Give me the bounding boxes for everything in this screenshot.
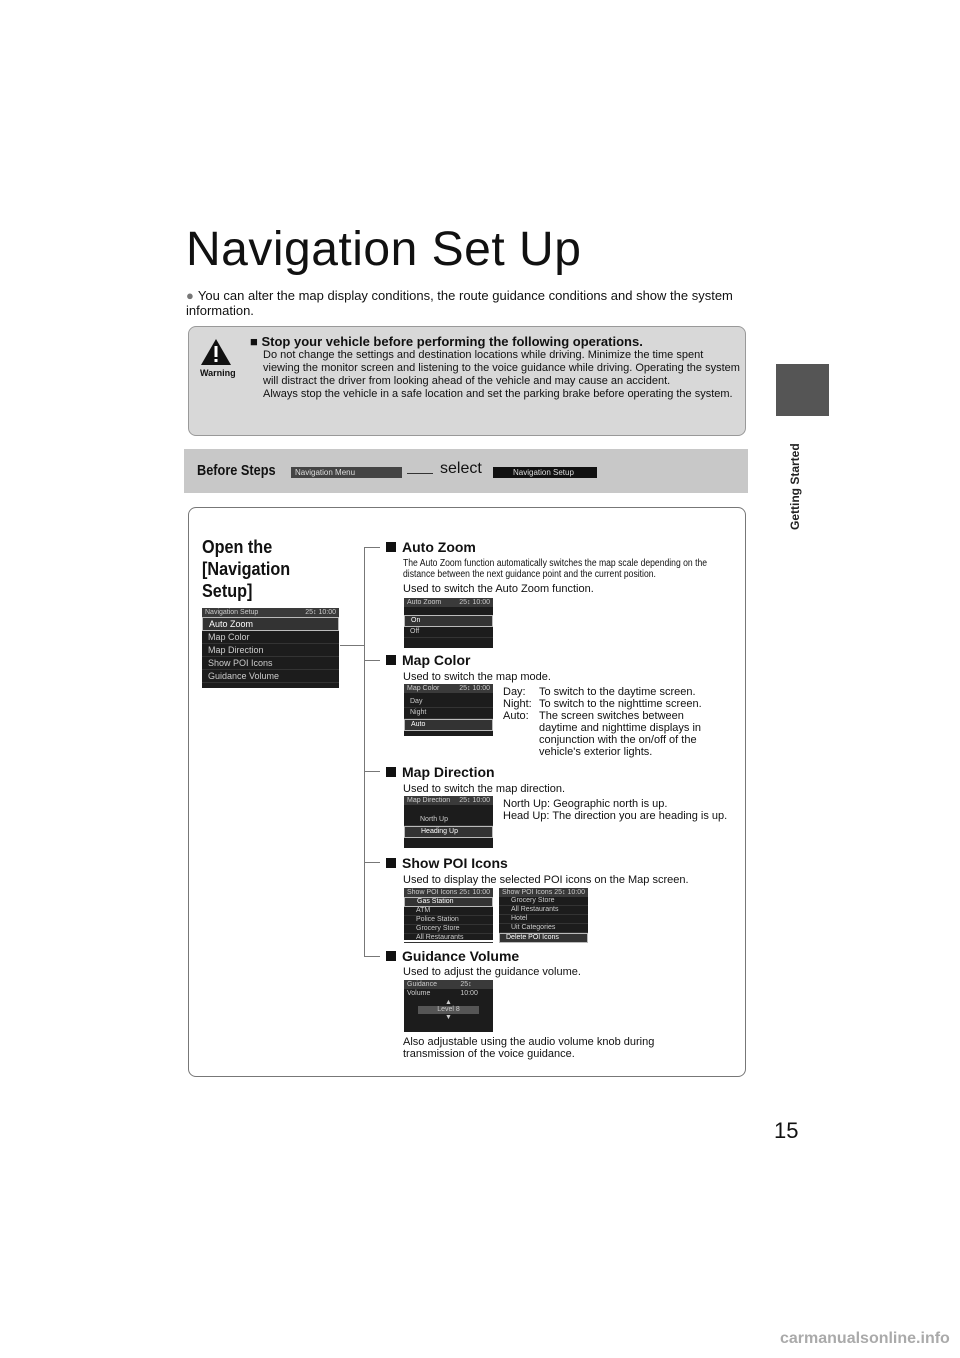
auto-zoom-desc: Used to switch the Auto Zoom function. <box>403 583 594 595</box>
screen-title: Auto Zoom <box>407 599 442 606</box>
guidance-note: Also adjustable using the audio volume knob during transmission of the voice guidance. <box>403 1036 655 1060</box>
screen-time: 25↕ 10:00 <box>459 599 490 606</box>
map-color-heading <box>386 652 470 668</box>
open-title: Open the [Navigation Setup] <box>202 537 291 601</box>
map-direction-screen <box>404 796 493 848</box>
intro-text <box>186 288 746 318</box>
screen-title: Show POI Icons <box>407 889 458 896</box>
option-night[interactable]: Night <box>404 708 493 719</box>
screen-title: Show POI Icons <box>502 889 553 896</box>
guidance-heading <box>386 948 519 964</box>
connector <box>364 956 380 957</box>
screen-time: 25↕ 10:00 <box>459 889 490 896</box>
connector <box>364 660 380 661</box>
legend-value: The screen switches between daytime and nighttime displays in conjunction with the on/off of the vehicle's exterior lights. <box>539 710 702 758</box>
map-color-desc: Used to switch the map mode. <box>403 671 551 683</box>
connector <box>364 862 380 863</box>
option-day[interactable]: Day <box>404 697 493 708</box>
poi-item[interactable]: Grocery Store <box>499 897 588 906</box>
intro-body: You can alter the map display conditions, the route guidance conditions and show the system information. <box>186 288 733 318</box>
screen-titlebar <box>404 888 493 897</box>
arrow-icon <box>407 473 433 474</box>
screen-titlebar <box>202 608 339 617</box>
legend-row <box>503 698 743 710</box>
map-direction-heading <box>386 764 495 780</box>
menu-item-show-poi[interactable]: Show POI Icons <box>202 657 339 670</box>
option-north-up[interactable]: North Up <box>404 815 493 826</box>
screen-time: 25↕ 10:00 <box>554 889 585 896</box>
map-color-screen <box>404 684 493 736</box>
screen-time: 25↕ 10:00 <box>460 981 478 997</box>
map-color-legend <box>503 686 743 758</box>
poi-heading-text: Show POI Icons <box>402 855 508 871</box>
map-direction-heading-text: Map Direction <box>402 764 495 780</box>
option-auto[interactable]: Auto <box>404 719 493 731</box>
poi-item[interactable]: Police Station <box>404 916 493 925</box>
navigation-menu-button[interactable]: Navigation Menu <box>291 467 402 478</box>
poi-item[interactable]: Gas Station <box>404 897 493 907</box>
warning-paragraph-1: Do not change the settings and destination locations while driving. Minimize the time spent viewing the monitor screen and listening to the voice guidance while driving. Operating the system will distract the driver from looking ahead of the vehicle and may cause an accident. <box>263 349 740 387</box>
screen-titlebar <box>499 888 588 897</box>
poi-item[interactable]: Grocery Store <box>404 925 493 934</box>
section-tab-label: Getting Started <box>788 443 802 530</box>
warning-heading: ■ Stop your vehicle before performing the following operations. <box>250 334 643 349</box>
guidance-screen <box>404 980 493 1032</box>
square-icon <box>386 542 396 552</box>
auto-zoom-heading-text: Auto Zoom <box>402 539 476 555</box>
legend-row <box>503 686 743 698</box>
legend-head: Head Up: The direction you are heading is up. <box>503 810 728 822</box>
before-steps-label: Before Steps <box>197 462 276 479</box>
square-icon <box>386 655 396 665</box>
guidance-desc: Used to adjust the guidance volume. <box>403 966 581 978</box>
legend-key: Day: <box>503 686 526 698</box>
watermark: carmanualsonline.info <box>780 1330 950 1347</box>
square-icon <box>386 858 396 868</box>
screen-titlebar <box>404 980 493 997</box>
poi-heading <box>386 855 508 871</box>
auto-zoom-note: The Auto Zoom function automatically switches the map scale depending on the distance between the next guidance point and the current position. <box>403 558 708 580</box>
menu-item-map-direction[interactable]: Map Direction <box>202 644 339 657</box>
poi-item[interactable]: Hotel <box>499 915 588 924</box>
screen-titlebar <box>404 684 493 693</box>
option-off[interactable]: Off <box>404 627 493 638</box>
volume-level: Level 8 <box>418 1006 479 1014</box>
map-direction-legend <box>503 798 738 822</box>
square-icon <box>386 767 396 777</box>
screen-title: Map Direction <box>407 797 451 804</box>
screen-time: 25↕ 10:00 <box>459 685 490 692</box>
screen-title: Guidance Volume <box>407 981 437 997</box>
legend-row <box>503 710 743 758</box>
up-arrow-icon[interactable]: ▲ <box>445 999 452 1006</box>
legend-key: Auto: <box>503 710 529 722</box>
poi-screen-1 <box>404 888 493 940</box>
square-icon <box>386 951 396 961</box>
poi-item[interactable]: All Restaurants <box>404 934 493 943</box>
screen-title: Map Color <box>407 685 440 692</box>
screen-titlebar <box>404 796 493 805</box>
poi-item[interactable]: All Restaurants <box>499 906 588 915</box>
warning-label: Warning <box>200 368 236 378</box>
warning-icon <box>200 338 232 366</box>
bullet-icon: ● <box>186 288 194 303</box>
connector <box>364 771 380 772</box>
menu-item-auto-zoom[interactable]: Auto Zoom <box>202 617 339 631</box>
screen-time: 25↕ 10:00 <box>305 609 336 616</box>
menu-item-guidance-volume[interactable]: Guidance Volume <box>202 670 339 683</box>
legend-value: To switch to the nighttime screen. <box>539 698 702 710</box>
connector <box>364 547 365 957</box>
poi-screen-2 <box>499 888 588 940</box>
page-title: Navigation Set Up <box>186 223 582 276</box>
poi-desc: Used to display the selected POI icons on the Map screen. <box>403 874 689 886</box>
guidance-heading-text: Guidance Volume <box>402 948 520 964</box>
screen-titlebar <box>404 598 493 607</box>
legend-key: Night: <box>503 698 532 710</box>
navigation-setup-screen <box>202 608 339 688</box>
warning-text <box>263 349 741 401</box>
navigation-setup-button[interactable]: Navigation Setup <box>493 467 597 478</box>
select-word: select <box>440 460 482 477</box>
map-direction-desc: Used to switch the map direction. <box>403 783 566 795</box>
poi-item[interactable]: ATM <box>404 907 493 916</box>
connector <box>364 547 380 548</box>
delete-poi-icons-button[interactable]: Delete POI Icons <box>499 933 588 943</box>
down-arrow-icon[interactable]: ▼ <box>445 1014 452 1021</box>
warning-paragraph-2: Always stop the vehicle in a safe location and set the parking brake before operating the system. <box>263 388 733 400</box>
legend-north: North Up: Geographic north is up. <box>503 798 668 810</box>
map-color-heading-text: Map Color <box>402 652 471 668</box>
auto-zoom-screen <box>404 598 493 648</box>
page-number: 15 <box>774 1118 799 1143</box>
menu-item-map-color[interactable]: Map Color <box>202 631 339 644</box>
legend-value: To switch to the daytime screen. <box>539 686 696 698</box>
connector <box>340 645 364 646</box>
screen-time: 25↕ 10:00 <box>459 797 490 804</box>
option-heading-up[interactable]: Heading Up <box>404 826 493 838</box>
section-tab <box>776 364 829 416</box>
option-on[interactable]: On <box>404 615 493 627</box>
screen-title: Navigation Setup <box>205 609 259 616</box>
auto-zoom-heading <box>386 539 476 555</box>
poi-item[interactable]: Uit Categories <box>499 924 588 933</box>
